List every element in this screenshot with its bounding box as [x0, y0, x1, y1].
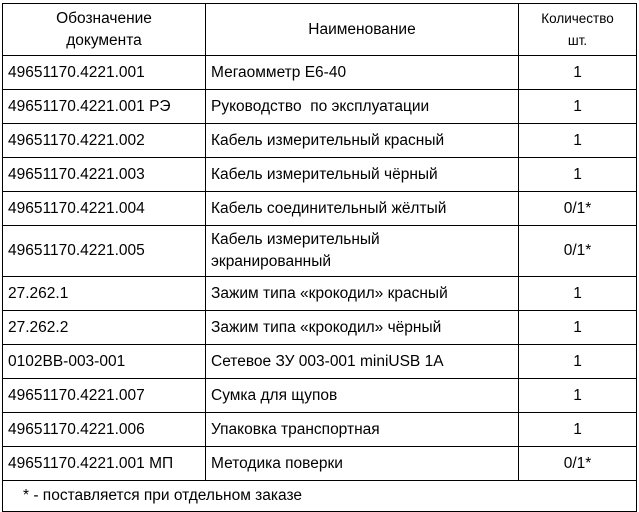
table-row: [3, 379, 637, 413]
name-cell: Кабель измерительный красный: [206, 124, 519, 158]
name-cell: Кабель измерительный чёрный: [206, 158, 519, 192]
table-row: [3, 56, 637, 90]
table-row: [3, 413, 637, 447]
table-row: [3, 192, 637, 226]
delivery-set-table: [2, 3, 637, 512]
name-cell: Сетевое ЗУ 003-001 miniUSB 1А: [206, 345, 519, 379]
quantity-cell: 1: [519, 345, 637, 379]
table-row: [3, 277, 637, 311]
name-cell: Сумка для щупов: [206, 379, 519, 413]
designation-cell: 49651170.4221.002: [3, 124, 206, 158]
quantity-cell: 1: [519, 379, 637, 413]
name-cell: Кабель измерительный экранированный: [206, 226, 519, 277]
designation-cell: 49651170.4221.004: [3, 192, 206, 226]
quantity-cell: 1: [519, 158, 637, 192]
designation-cell: 49651170.4221.003: [3, 158, 206, 192]
name-cell: Методика поверки: [206, 447, 519, 481]
name-cell: Мегаомметр Е6-40: [206, 56, 519, 90]
table-row: [3, 158, 637, 192]
designation-cell: 49651170.4221.005: [3, 226, 206, 277]
quantity-cell: 1: [519, 124, 637, 158]
quantity-cell: 0/1*: [519, 226, 637, 277]
table-row: [3, 226, 637, 277]
footnote-row: [3, 481, 637, 512]
table-row: [3, 90, 637, 124]
quantity-cell: 1: [519, 90, 637, 124]
quantity-cell: 1: [519, 277, 637, 311]
table-row: [3, 124, 637, 158]
name-cell: Руководство по эксплуатации: [206, 90, 519, 124]
table-row: [3, 311, 637, 345]
header-name: Наименование: [206, 4, 519, 56]
designation-cell: 49651170.4221.007: [3, 379, 206, 413]
table-row: [3, 447, 637, 481]
name-cell: Зажим типа «крокодил» чёрный: [206, 311, 519, 345]
designation-cell: 0102ВВ-003-001: [3, 345, 206, 379]
designation-cell: 49651170.4221.001 МП: [3, 447, 206, 481]
designation-cell: 27.262.1: [3, 277, 206, 311]
quantity-cell: 0/1*: [519, 192, 637, 226]
header-designation: Обозначение документа: [3, 4, 206, 56]
designation-cell: 49651170.4221.006: [3, 413, 206, 447]
header-quantity: Количество шт.: [519, 4, 637, 56]
quantity-cell: 1: [519, 311, 637, 345]
quantity-cell: 1: [519, 413, 637, 447]
footnote: * - поставляется при отдельном заказе: [3, 481, 637, 512]
header-row: [3, 4, 637, 56]
designation-cell: 27.262.2: [3, 311, 206, 345]
name-cell: Упаковка транспортная: [206, 413, 519, 447]
name-cell: Кабель соединительный жёлтый: [206, 192, 519, 226]
quantity-cell: 1: [519, 56, 637, 90]
table-row: [3, 345, 637, 379]
quantity-cell: 0/1*: [519, 447, 637, 481]
designation-cell: 49651170.4221.001: [3, 56, 206, 90]
designation-cell: 49651170.4221.001 РЭ: [3, 90, 206, 124]
name-cell: Зажим типа «крокодил» красный: [206, 277, 519, 311]
